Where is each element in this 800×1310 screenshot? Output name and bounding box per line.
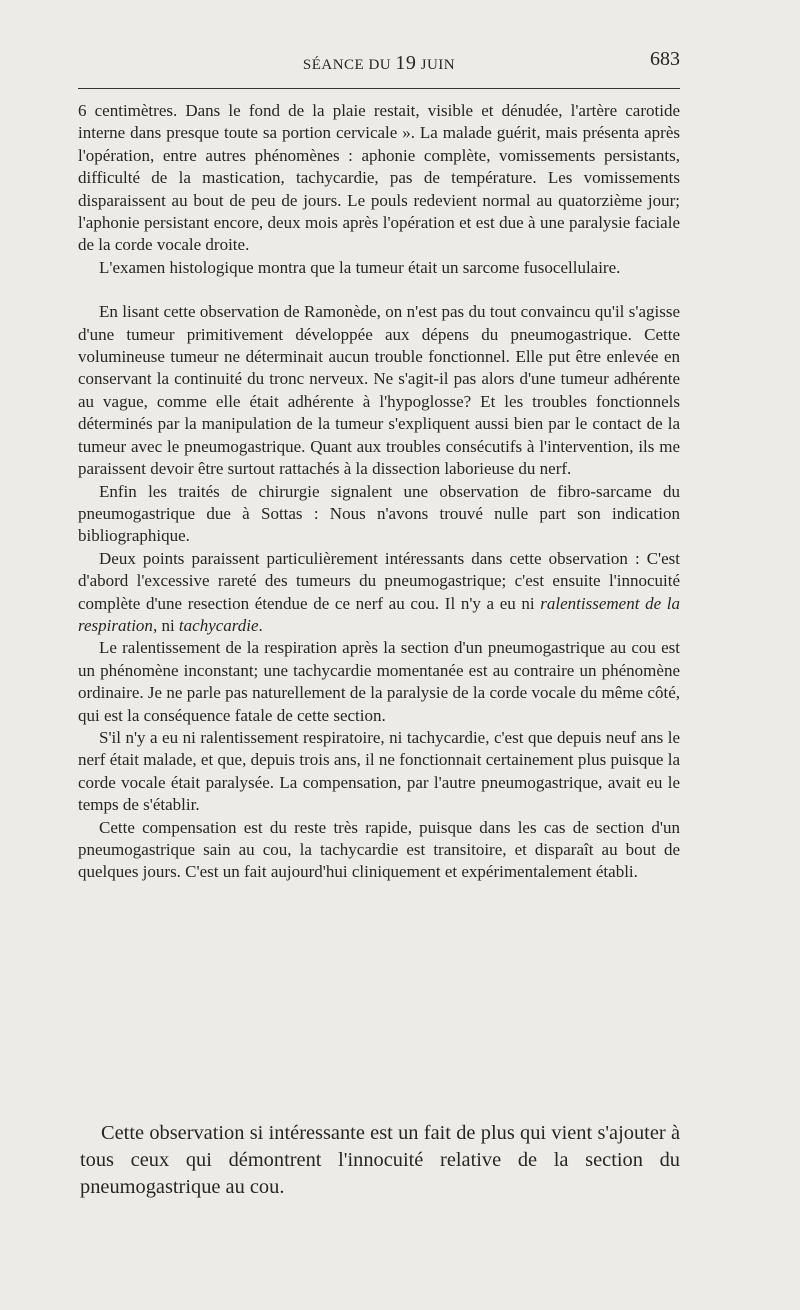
paragraph-4: Enfin les traités de chirurgie signalent une observation de fibro-sarcame du pneumogastrique due à Sottas : Nous n'avons trouvé nulle part son indication bibliographique. <box>78 481 680 546</box>
paragraph-5: Deux points paraissent particulièrement intéressants dans cette observation : C'est d'abord l'excessive rareté des tumeurs du pneumogastrique; c'est ensuite l'innocuité complète d'une resection étendue de ce nerf au cou. Il n'y a eu ni ralentissement de la respiration, ni tachycardie. <box>78 548 680 635</box>
paragraph-3: En lisant cette observation de Ramonède, on n'est pas du tout convaincu qu'il s'agisse d'une tumeur primitivement développée aux dépens du pneumogastrique. Cette volumineuse tumeur ne déterminait aucun trouble fonctionnel. Elle put être enlevée en conservant la continuité du tronc nerveux. Ne s'agit-il pas alors d'une tumeur adhérente au vague, comme elle était adhérente à l'hypoglosse? Et les troubles fonctionnels déterminés par la manipulation de la tumeur s'expliquent aussi bien par le contact de la tumeur avec le pneumogastrique. Quant aux troubles consécutifs à l'intervention, ils me paraissent devoir être surtout rattachés à la dissection laborieuse du nerf. <box>78 302 680 479</box>
paragraph-8: Cette compensation est du reste très rapide, puisque dans les cas de section d'un pneumogastrique sain au cou, la tachycardie est transitoire, et disparaît au bout de quelques jours. C'est un fait aujourd'hui cliniquement et expérimentalement établi. <box>78 817 680 882</box>
header-title: SÉANCE DU 19 JUIN <box>302 52 456 74</box>
paragraph-6: Le ralentissement de la respiration après la section d'un pneumogastrique au cou est un phénomène inconstant; une tachycardie momentanée est au contraire un phénomène ordinaire. Je ne parle pas naturellement de la paralysie de la corde vocale du même côté, qui est la conséquence fatale de cette section. <box>78 638 680 725</box>
header-rule <box>78 88 680 89</box>
italic-phrase: tachycardie <box>178 615 259 635</box>
running-header <box>78 48 680 74</box>
body-text <box>78 100 680 884</box>
conclusion <box>80 1120 680 1201</box>
conclusion-paragraph: Cette observation si intéressante est un fait de plus qui vient s'ajouter à tous ceux qui démontrent l'innocuité relative de la section du pneumogastrique au cou. <box>80 1122 680 1198</box>
paragraph-2: L'examen histologique montra que la tumeur était un sarcome fusocellulaire. <box>99 257 621 277</box>
italic-phrase: ralentissement de la respiration <box>78 593 680 635</box>
paragraph-1: 6 centimètres. Dans le fond de la plaie restait, visible et dénudée, l'artère carotide interne dans presque toute sa portion cervicale ». La malade guérit, mais présenta après l'opération, entre autres phénomènes : aphonie complète, vomissements persistants, difficulté de la mastication, tachycardie, pas de température. Les vomissements disparaissent au bout de peu de jours. Le pouls redevient normal au quatorzième jour; l'aphonie persistant encore, deux mois après l'opération et est due à une paralysie faciale de la corde vocale droite. <box>78 101 680 255</box>
paragraph-7: S'il n'y a eu ni ralentissement respiratoire, ni tachycardie, c'est que depuis neuf ans le nerf était malade, et que, depuis trois ans, il ne fonctionnait certainement plus puisque la corde vocale était paralysée. La compensation, par l'autre pneumogastrique, avait eu le temps de s'établir. <box>78 727 680 815</box>
page-number: 683 <box>650 48 680 70</box>
